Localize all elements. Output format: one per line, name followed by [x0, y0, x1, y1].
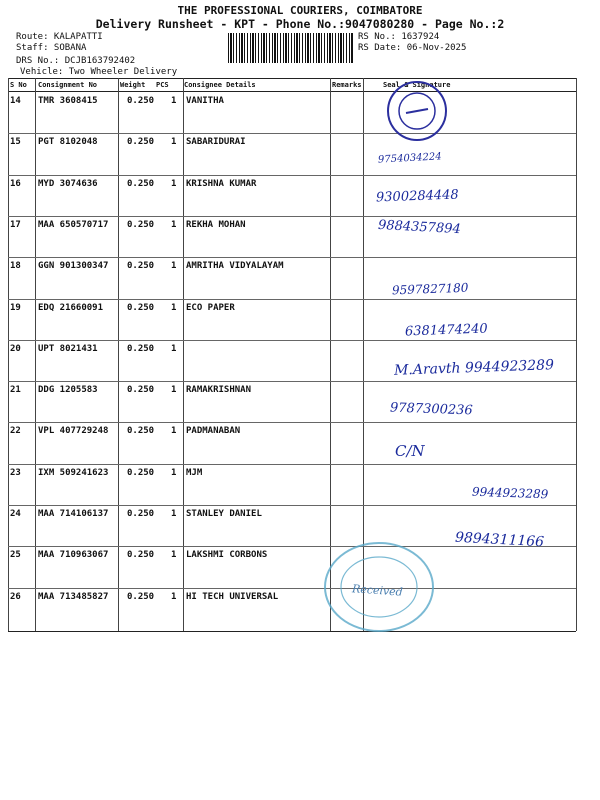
- cell-consignment: VPL 407729248: [38, 426, 109, 437]
- cell-pcs: 1: [171, 137, 177, 148]
- signature-row-18: 9597827180: [391, 280, 469, 298]
- route-label: Route: KALAPATTI: [16, 32, 103, 42]
- received-stamp-text: Received: [351, 582, 404, 599]
- signature-row-24: 9894311166: [454, 529, 545, 551]
- cell-pcs: 1: [171, 96, 177, 106]
- cell-sno: 17: [10, 219, 21, 230]
- header-weight: Weight: [120, 81, 146, 89]
- table-header-rule: [8, 91, 576, 92]
- drs-number: DRS No.: DCJB163792402: [16, 56, 136, 66]
- cell-consignee: SABARIDURAI: [186, 137, 246, 148]
- cell-sno: 22: [10, 426, 21, 437]
- row-divider: [8, 505, 576, 506]
- runsheet-subtitle: Delivery Runsheet - KPT - Phone No.:9047080280 - Page No.:2: [95, 17, 505, 31]
- table-row: [0, 135, 600, 176]
- row-divider: [8, 216, 576, 217]
- table-row: [0, 94, 600, 135]
- cell-pcs: 1: [171, 426, 177, 437]
- cell-pcs: 1: [171, 343, 177, 354]
- cell-sno: 23: [10, 467, 21, 478]
- cell-consignee: MJM: [186, 467, 203, 478]
- signature-row-16: 9300284448: [375, 187, 459, 206]
- cell-consignee: ECO PAPER: [186, 302, 235, 313]
- cell-consignee: RAMAKRISHNAN: [186, 385, 252, 396]
- vehicle-label: Vehicle: Two Wheeler Delivery: [20, 67, 178, 77]
- cell-consignment: EDQ 21660091: [38, 302, 104, 313]
- row-divider: [8, 464, 576, 465]
- row-divider: [8, 381, 576, 382]
- cell-pcs: 1: [171, 385, 177, 396]
- cell-consignment: PGT 8102048: [38, 137, 98, 148]
- signature-row-19: 6381474240: [404, 321, 488, 340]
- cell-pcs: 1: [171, 178, 177, 189]
- cell-sno: 21: [10, 385, 21, 396]
- cell-sno: 14: [10, 96, 21, 106]
- cell-consignee: LAKSHMI CORBONS: [186, 550, 268, 561]
- cell-weight: 0.250: [127, 137, 155, 148]
- row-divider: [8, 175, 576, 176]
- cell-consignment: MAA 650570717: [38, 219, 109, 230]
- cell-pcs: 1: [171, 591, 177, 602]
- cell-pcs: 1: [171, 550, 177, 561]
- barcode: [228, 33, 354, 63]
- table-row: [0, 259, 600, 300]
- cell-consignee: PADMANABAN: [186, 426, 241, 437]
- row-divider: [8, 588, 576, 589]
- table-row: [0, 177, 600, 218]
- header-sno: S No: [10, 81, 27, 89]
- row-divider: [8, 257, 576, 258]
- signature-row-15: 9754034224: [377, 151, 442, 166]
- header-remarks: Remarks: [332, 81, 362, 89]
- table-row: [0, 383, 600, 424]
- header-consignee: Consignee Details: [184, 81, 256, 89]
- company-seal-stamp: [386, 80, 448, 142]
- cell-consignee: AMRITHA VIDYALAYAM: [186, 261, 284, 272]
- cell-weight: 0.250: [127, 509, 155, 519]
- cell-weight: 0.250: [127, 261, 155, 272]
- cell-consignment: MAA 714106137: [38, 509, 109, 519]
- cell-sno: 24: [10, 509, 21, 519]
- cell-consignment: MAA 710963067: [38, 550, 109, 561]
- cell-weight: 0.250: [127, 550, 155, 561]
- table-row: [0, 301, 600, 342]
- cell-weight: 0.250: [127, 385, 155, 396]
- cell-weight: 0.250: [127, 343, 155, 354]
- signature-row-21: 9787300236: [389, 400, 473, 419]
- cell-sno: 25: [10, 550, 21, 561]
- cell-consignment: TMR 3608415: [38, 96, 98, 106]
- row-divider: [8, 299, 576, 300]
- cell-pcs: 1: [171, 302, 177, 313]
- header-pcs: PCS: [156, 81, 169, 89]
- cell-consignee: REKHA MOHAN: [186, 219, 246, 230]
- table-row: [0, 590, 600, 631]
- signature-row-23: 9944923289: [471, 484, 549, 502]
- cell-pcs: 1: [171, 261, 177, 272]
- table-row: [0, 424, 600, 465]
- signature-row-22: C/N: [395, 442, 425, 460]
- cell-consignment: UPT 8021431: [38, 343, 98, 354]
- cell-weight: 0.250: [127, 591, 155, 602]
- staff-label: Staff: SOBANA: [16, 43, 87, 53]
- cell-weight: 0.250: [127, 467, 155, 478]
- cell-consignment: GGN 901300347: [38, 261, 109, 272]
- table-row: [0, 218, 600, 259]
- cell-consignee: HI TECH UNIVERSAL: [186, 591, 279, 602]
- cell-sno: 26: [10, 591, 21, 602]
- cell-sno: 20: [10, 343, 21, 354]
- cell-consignment: MYD 3074636: [38, 178, 98, 189]
- cell-sno: 18: [10, 261, 21, 272]
- cell-consignment: IXM 509241623: [38, 467, 109, 478]
- cell-weight: 0.250: [127, 302, 155, 313]
- cell-consignee: STANLEY DANIEL: [186, 509, 262, 519]
- header-consignment: Consignment No: [38, 81, 98, 89]
- table-top-rule: [8, 78, 576, 79]
- cell-pcs: 1: [171, 219, 177, 230]
- row-divider: [8, 422, 576, 423]
- signature-row-17: 9884357894: [377, 217, 462, 238]
- rs-date: RS Date: 06-Nov-2025: [358, 43, 467, 53]
- cell-consignment: MAA 713485827: [38, 591, 109, 602]
- signature-row-20: M.Aravth 9944923289: [393, 357, 555, 379]
- cell-weight: 0.250: [127, 96, 155, 106]
- table-row: [0, 548, 600, 589]
- cell-pcs: 1: [171, 467, 177, 478]
- rs-number: RS No.: 1637924: [358, 32, 440, 42]
- cell-weight: 0.250: [127, 178, 155, 189]
- cell-sno: 15: [10, 137, 21, 148]
- cell-weight: 0.250: [127, 426, 155, 437]
- cell-consignee: VANITHA: [186, 96, 224, 106]
- cell-sno: 19: [10, 302, 21, 313]
- cell-pcs: 1: [171, 509, 177, 519]
- cell-weight: 0.250: [127, 219, 155, 230]
- row-divider: [8, 340, 576, 341]
- cell-sno: 16: [10, 178, 21, 189]
- cell-consignment: DDG 1205583: [38, 385, 98, 396]
- cell-consignee: KRISHNA KUMAR: [186, 178, 257, 189]
- company-title: THE PROFESSIONAL COURIERS, COIMBATORE: [177, 4, 423, 17]
- header-seal-signature: Seal & Signature: [383, 81, 451, 89]
- row-divider: [8, 133, 576, 134]
- table-bottom-rule: [8, 631, 576, 632]
